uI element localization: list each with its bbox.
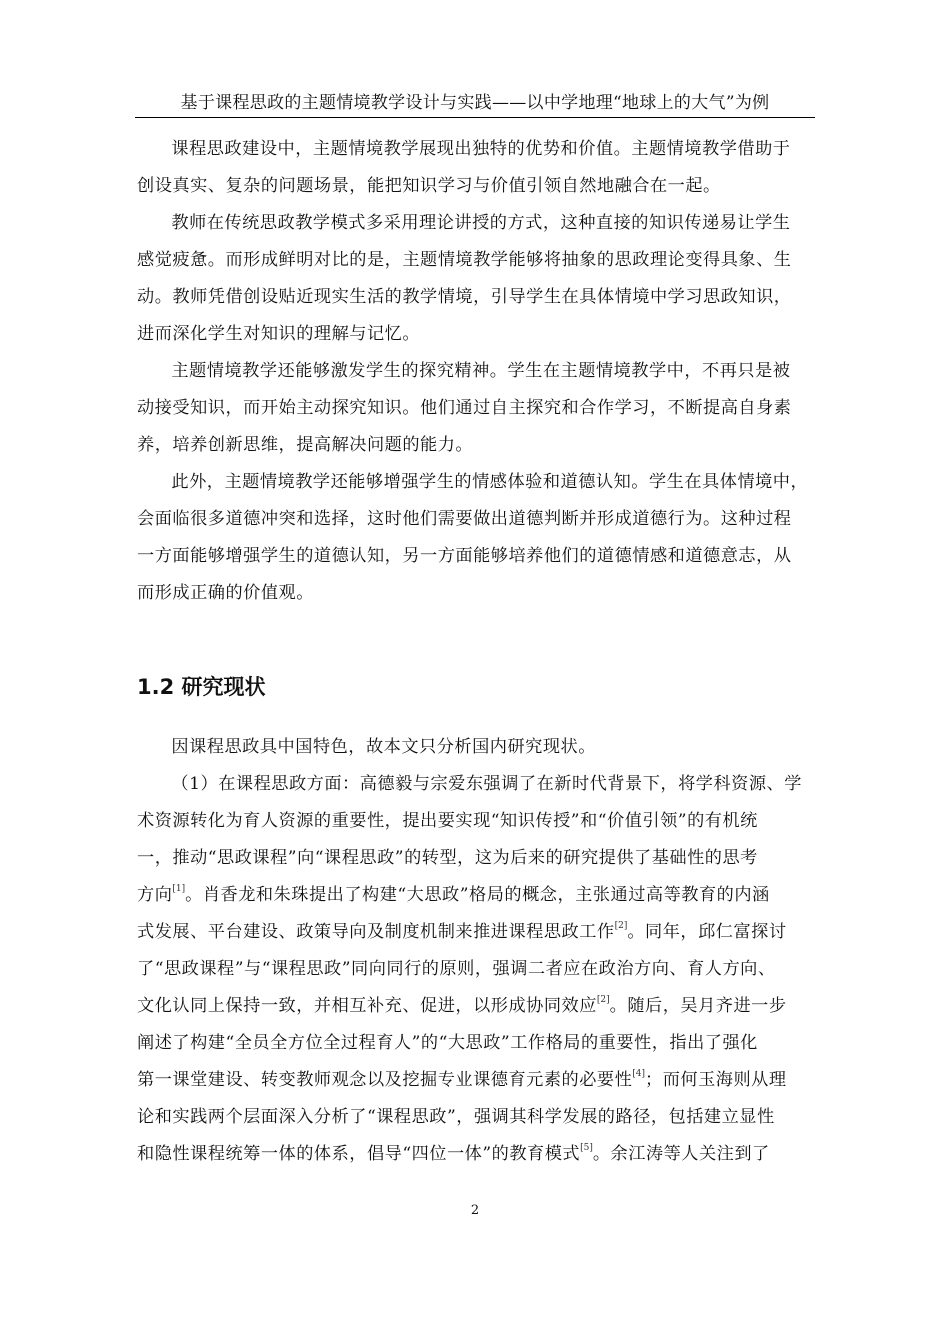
text-line (137, 914, 861, 951)
text-line: 进而深化学生对知识的理解与记忆。 (137, 324, 421, 344)
paragraph-4 (137, 464, 861, 612)
line-text: 。肖香龙和朱珠提出了构建“大思政”格局的概念，主张通过高等教育的内涵 (185, 885, 770, 905)
line-text: 式发展、平台建设、政策导向及制度机制来推进课程思政工作 (137, 922, 615, 942)
body-text-top (137, 131, 861, 612)
text-line (137, 988, 861, 1025)
citation-marker: [1] (172, 884, 186, 894)
citation-marker: [4] (632, 1069, 646, 1079)
line-text: 术资源转化为育人资源的重要性，提出要实现“知识传授”和“价值引领”的有机统 (137, 811, 758, 831)
header-rule (135, 117, 815, 118)
text-line: 主题情境教学还能够激发学生的探究精神。学生在主题情境教学中，不再只是被 (171, 361, 791, 381)
citation-marker: [5] (580, 1143, 593, 1153)
text-line: 动。教师凭借创设贴近现实生活的教学情境，引导学生在具体情境中学习思政知识， (137, 287, 792, 307)
paragraph-2 (137, 205, 861, 353)
running-head: 基于课程思政的主题情境教学设计与实践——以中学地理“地球上的大气”为例 (180, 93, 770, 113)
intro-line: 因课程思政具中国特色，故本文只分析国内研究现状。 (171, 737, 596, 757)
text-line: 课程思政建设中，主题情境教学展现出独特的优势和价值。主题情境教学借助于 (171, 139, 791, 159)
text-line: 创设真实、复杂的问题场景，能把知识学习与价值引领自然地融合在一起。 (137, 176, 721, 196)
line-text: （1）在课程思政方面：高德毅与宗爱东强调了在新时代背景下，将学科资源、学 (171, 774, 802, 794)
line-text: 论和实践两个层面深入分析了“课程思政”，强调其科学发展的路径，包括建立显性 (137, 1107, 775, 1127)
line-text: 文化认同上保持一致，并相互补充、促进，以形成协同效应 (137, 996, 597, 1016)
section-heading: 1.2 研究现状 (137, 675, 266, 699)
text-line (137, 766, 861, 803)
text-line: 教师在传统思政教学模式多采用理论讲授的方式，这种直接的知识传递易让学生 (171, 213, 791, 233)
text-line (137, 951, 861, 988)
line-text: 。余江涛等人关注到了 (592, 1144, 770, 1164)
line-text: 第一课堂建设、转变教师观念以及挖掘专业课德育元素的必要性 (137, 1070, 633, 1090)
text-line: 养，培养创新思维，提高解决问题的能力。 (137, 435, 474, 455)
text-line (137, 877, 861, 914)
line-text: 了“思政课程”与“课程思政”同向同行的原则，强调二者应在政治方向、育人方向、 (137, 959, 776, 979)
line-text: 。随后，吴月齐进一步 (609, 996, 787, 1016)
page-number: 2 (470, 1203, 480, 1218)
text-line (137, 840, 861, 877)
citation-marker: [2] (596, 995, 610, 1005)
paragraph-1 (137, 131, 861, 205)
text-line (137, 1136, 861, 1173)
line-text: 一，推动“思政课程”向“课程思政”的转型，这为后来的研究提供了基础性的思考 (137, 848, 758, 868)
line-text: 方向 (137, 885, 173, 905)
body-text-review (137, 729, 861, 1173)
text-line (137, 1025, 861, 1062)
text-line: 一方面能够增强学生的道德认知，另一方面能够培养他们的道德情感和道德意志，从 (137, 546, 792, 566)
line-text: 和隐性课程统筹一体的体系，倡导“四位一体”的教育模式 (137, 1144, 581, 1164)
text-line (137, 1062, 861, 1099)
text-line: 而形成正确的价值观。 (137, 583, 314, 603)
line-text: 阐述了构建“全员全方位全过程育人”的“大思政”工作格局的重要性，指出了强化 (137, 1033, 758, 1053)
text-line: 动接受知识，而开始主动探究知识。他们通过自主探究和合作学习，不断提高自身素 (137, 398, 792, 418)
text-line: 会面临很多道德冲突和选择，这时他们需要做出道德判断并形成道德行为。这种过程 (137, 509, 792, 529)
citation-marker: [2] (614, 921, 628, 931)
line-text: ；而何玉海则从理 (645, 1070, 787, 1090)
text-line: 此外，主题情境教学还能够增强学生的情感体验和道德认知。学生在具体情境中， (171, 472, 809, 492)
paragraph-3 (137, 353, 861, 464)
text-line (137, 1099, 861, 1136)
line-text: 。同年，邱仁富探讨 (627, 922, 787, 942)
text-line (137, 803, 861, 840)
review-paragraph (137, 766, 861, 1173)
text-line: 感觉疲惫。而形成鲜明对比的是，主题情境教学能够将抽象的思政理论变得具象、生 (137, 250, 792, 270)
